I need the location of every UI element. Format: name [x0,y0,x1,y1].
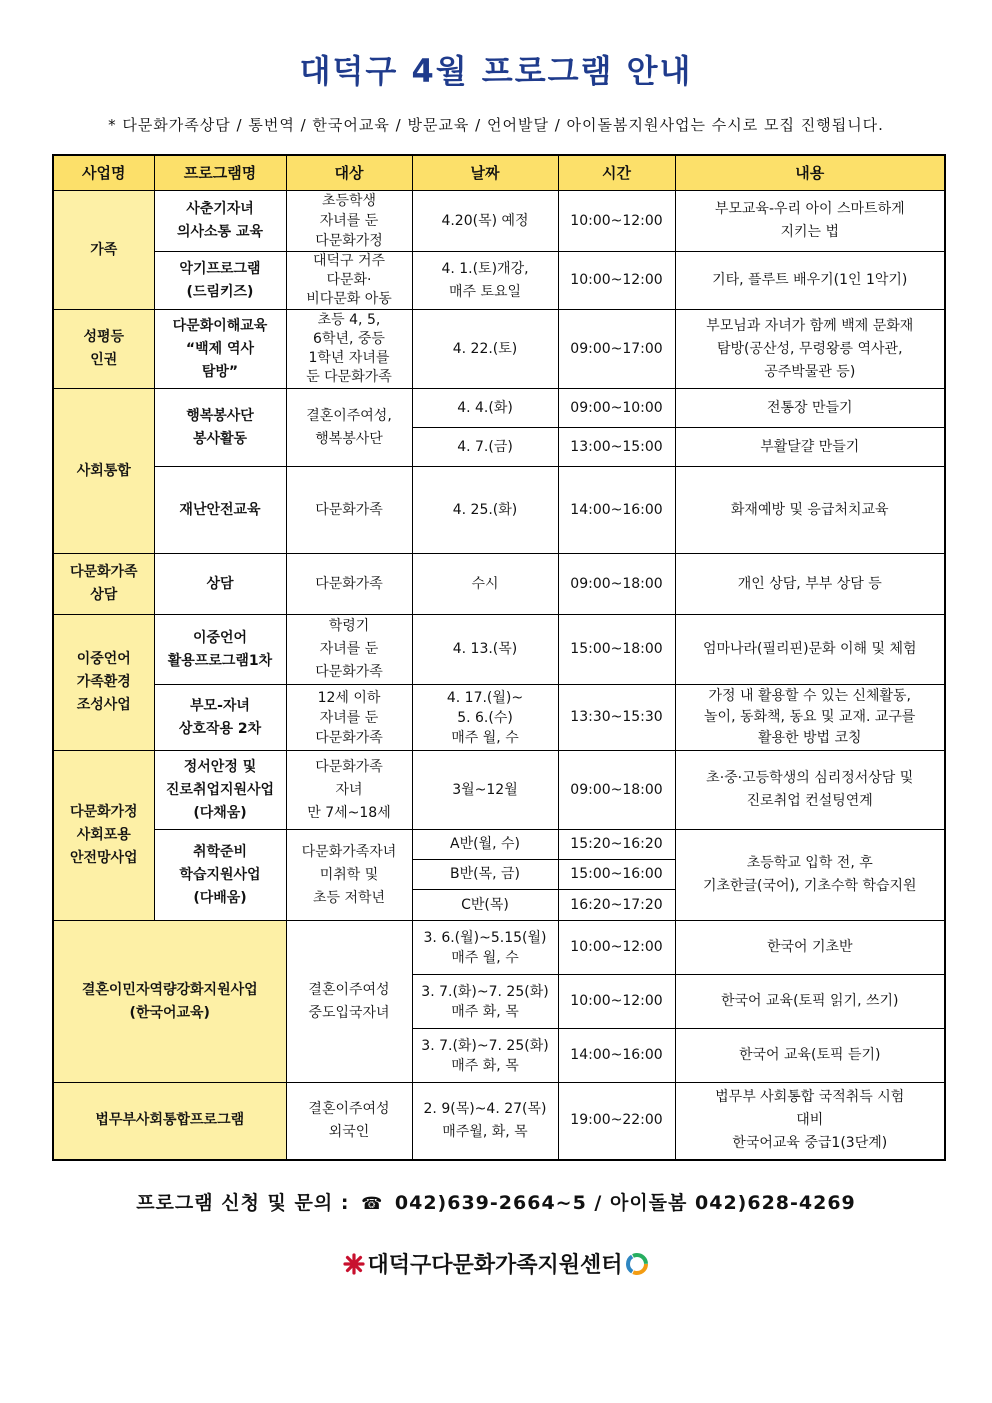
content-cell: 기타, 플루트 배우기(1인 1악기) [675,252,945,310]
target-cell: 다문화가족 [286,554,412,615]
business-cell: 이중언어 가족환경 조성사업 [53,615,154,751]
date-cell: 4. 7.(금) [412,428,558,467]
business-cell: 결혼이민자역량강화지원사업 (한국어교육) [53,921,286,1083]
business-cell: 사회통합 [53,389,154,554]
time-cell: 09:00~18:00 [558,554,675,615]
date-cell: C반(목) [412,890,558,921]
time-cell: 13:30~15:30 [558,685,675,751]
date-cell: 4. 17.(월)~ 5. 6.(수) 매주 월, 수 [412,685,558,751]
date-cell: 수시 [412,554,558,615]
header-business: 사업명 [53,155,154,191]
target-cell: 결혼이주여성 외국인 [286,1083,412,1160]
date-cell: 4. 22.(토) [412,310,558,389]
content-cell: 부모님과 자녀가 함께 백제 문화재 탐방(공산성, 무령왕릉 역사관, 공주박물관 등) [675,310,945,389]
header-time: 시간 [558,155,675,191]
header-target: 대상 [286,155,412,191]
content-cell: 가정 내 활용할 수 있는 신체활동, 놀이, 동화책, 동요 및 교재. 교구를 활용한 방법 코칭 [675,685,945,751]
business-cell: 성평등 인권 [53,310,154,389]
table-header-row [53,155,945,191]
table-row [53,1083,945,1160]
target-cell: 대덕구 거주 다문화· 비다문화 아동 [286,252,412,310]
program-cell: 악기프로그램 (드림키즈) [154,252,286,310]
content-cell: 엄마나라(필리핀)문화 이해 및 체험 [675,615,945,685]
business-cell: 다문화가정 사회포용 안전망사업 [53,751,154,921]
program-cell: 이중언어 활용프로그램1차 [154,615,286,685]
content-cell: 전통장 만들기 [675,389,945,428]
content-cell: 부모교육-우리 아이 스마트하게 지키는 법 [675,191,945,252]
program-cell: 상담 [154,554,286,615]
target-cell: 초등학생 자녀를 둔 다문화가정 [286,191,412,252]
target-cell: 초등 4, 5, 6학년, 중등 1학년 자녀를 둔 다문화가족 [286,310,412,389]
time-cell: 14:00~16:00 [558,1029,675,1083]
table-row [53,685,945,751]
date-cell: A반(월, 수) [412,830,558,860]
center-name: 대덕구다문화가족지원센터 [367,1253,623,1278]
date-cell: B반(목, 금) [412,860,558,890]
time-cell: 16:20~17:20 [558,890,675,921]
program-cell: 부모-자녀 상호작용 2차 [154,685,286,751]
table-row [53,751,945,830]
table-row [53,615,945,685]
table-row [53,389,945,428]
header-date: 날짜 [412,155,558,191]
program-cell: 다문화이해교육 “백제 역사 탐방” [154,310,286,389]
date-cell: 4. 25.(화) [412,467,558,554]
content-cell: 초·중·고등학생의 심리정서상담 및 진로취업 컨설팅연계 [675,751,945,830]
date-cell: 3. 7.(화)~7. 25(화) 매주 화, 목 [412,1029,558,1083]
page-title: 대덕구 4월 프로그램 안내 [299,52,693,90]
time-cell: 15:00~18:00 [558,615,675,685]
date-cell: 3. 7.(화)~7. 25(화) 매주 화, 목 [412,975,558,1029]
target-cell: 12세 이하 자녀를 둔 다문화가족 [286,685,412,751]
time-cell: 14:00~16:00 [558,467,675,554]
program-schedule-table [52,154,946,1161]
time-cell: 15:20~16:20 [558,830,675,860]
time-cell: 15:00~16:00 [558,860,675,890]
date-cell: 4. 13.(목) [412,615,558,685]
swirl-logo-icon [625,1252,649,1276]
time-cell: 09:00~17:00 [558,310,675,389]
date-cell: 3월~12월 [412,751,558,830]
table-row [53,554,945,615]
content-cell: 초등학교 입학 전, 후 기초한글(국어), 기초수학 학습지원 [675,830,945,921]
target-cell: 학령기 자녀를 둔 다문화가족 [286,615,412,685]
content-cell: 한국어 기초반 [675,921,945,975]
target-cell: 다문화가족 [286,467,412,554]
target-cell: 다문화가족 자녀 만 7세~18세 [286,751,412,830]
target-cell: 다문화가족자녀 미취학 및 초등 저학년 [286,830,412,921]
date-cell: 4. 1.(토)개강, 매주 토요일 [412,252,558,310]
program-cell: 사춘기자녀 의사소통 교육 [154,191,286,252]
target-cell: 결혼이주여성, 행복봉사단 [286,389,412,467]
content-cell: 한국어 교육(토픽 읽기, 쓰기) [675,975,945,1029]
program-cell: 취학준비 학습지원사업 (다배움) [154,830,286,921]
time-cell: 09:00~10:00 [558,389,675,428]
time-cell: 09:00~18:00 [558,751,675,830]
business-cell: 다문화가족 상담 [53,554,154,615]
time-cell: 10:00~12:00 [558,975,675,1029]
center-logo [0,1248,992,1279]
time-cell: 10:00~12:00 [558,921,675,975]
table-row [53,830,945,860]
contact-info [0,1188,992,1215]
table-row [53,191,945,252]
center-mark-icon [343,1253,365,1275]
content-cell: 부활달걀 만들기 [675,428,945,467]
table-row [53,310,945,389]
table-row [53,921,945,975]
date-cell: 3. 6.(월)~5.15(월) 매주 월, 수 [412,921,558,975]
table-row [53,467,945,554]
time-cell: 10:00~12:00 [558,191,675,252]
program-cell: 재난안전교육 [154,467,286,554]
time-cell: 13:00~15:00 [558,428,675,467]
program-cell: 정서안정 및 진로취업지원사업 (다채움) [154,751,286,830]
content-cell: 법무부 사회통합 국적취득 시험 대비 한국어교육 중급1(3단계) [675,1083,945,1160]
business-cell: 법무부사회통합프로그램 [53,1083,286,1160]
time-cell: 19:00~22:00 [558,1083,675,1160]
content-cell: 한국어 교육(토픽 듣기) [675,1029,945,1083]
content-cell: 개인 상담, 부부 상담 등 [675,554,945,615]
business-cell: 가족 [53,191,154,310]
telephone-icon: ☎ [361,1194,384,1214]
contact-phone: 042)639-2664~5 / 아이돌봄 042)628-4269 [394,1192,856,1214]
target-cell: 결혼이주여성 중도입국자녀 [286,921,412,1083]
content-cell: 화재예방 및 응급처치교육 [675,467,945,554]
date-cell: 4. 4.(화) [412,389,558,428]
header-program: 프로그램명 [154,155,286,191]
header-content: 내용 [675,155,945,191]
time-cell: 10:00~12:00 [558,252,675,310]
contact-label: 프로그램 신청 및 문의 : [136,1192,350,1214]
table-row [53,252,945,310]
date-cell: 2. 9(목)~4. 27(목) 매주월, 화, 목 [412,1083,558,1160]
date-cell: 4.20(목) 예정 [412,191,558,252]
program-cell: 행복봉사단 봉사활동 [154,389,286,467]
recruitment-notice: * 다문화가족상담 / 통번역 / 한국어교육 / 방문교육 / 언어발달 / 아이돌봄지원사업는 수시로 모집 진행됩니다. [108,116,884,134]
